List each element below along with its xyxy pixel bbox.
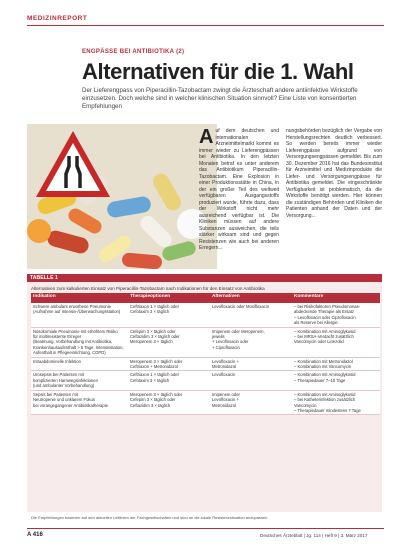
table-cell: [128, 371, 210, 389]
cell-text: – Kombination mit Aminoglykosid: [294, 391, 356, 397]
cell-text: Levofloxacin: [212, 372, 236, 378]
table-header-bar: [27, 274, 382, 282]
top-rule: [27, 25, 384, 26]
cell-text: Meropenem 3 × täglich oder: [130, 391, 183, 397]
road-narrows-sign: [33, 128, 113, 200]
cell-text: Sepsis bei Patienten mit: [33, 391, 78, 397]
pill-shape: [46, 229, 91, 255]
cell-text: – Kombination mit Aminoglykosid: [294, 372, 356, 378]
drop-cap: A: [199, 126, 214, 148]
cell-text: Vancomycin: [294, 402, 317, 408]
pill-shape: [66, 206, 104, 236]
pill-shape: [137, 213, 174, 250]
table-cell: [128, 358, 210, 371]
cell-text: Ceftriaxon 1 × täglich oder: [130, 372, 179, 378]
column-header: Alternativen: [212, 294, 240, 299]
cell-text: Ceftazidim 3 × täglich oder: [130, 334, 180, 340]
table-cell: [128, 328, 210, 357]
table-cell: [210, 358, 292, 371]
table-row: [31, 391, 380, 416]
table-cell: [292, 328, 380, 357]
therapy-table: [31, 293, 380, 415]
cell-text: abdeckende Therapie als Ersatz: [294, 309, 354, 315]
cell-text: als Reserve bei Allergie: [294, 320, 338, 326]
table-cell: [292, 371, 380, 389]
table-cell: [128, 303, 210, 327]
table-cell: [292, 391, 380, 415]
cell-text: (und ambulanter Vorbehandlung): [33, 383, 95, 389]
table-cell: [31, 303, 128, 327]
table-cell: [292, 358, 380, 371]
table-cell: [210, 371, 292, 389]
body-column-1: [199, 128, 279, 252]
cell-text: Cefepim 3 × täglich oder: [130, 397, 176, 403]
cell-text: Meropenem 3 × täglich oder: [130, 358, 183, 364]
pill-shape: [150, 171, 184, 214]
table-row: [31, 328, 380, 358]
cell-text: Vancomycin oder Linezolid: [294, 339, 344, 345]
cell-text: Aufenthalt in Pflegeeinrichtung, COPD): [33, 350, 106, 356]
warning-triangle-icon: [33, 128, 113, 200]
cell-text: Intraabdominelle Infektion: [33, 358, 81, 364]
cell-text: Urosepsis bei Patienten mit: [33, 372, 84, 378]
table-cell: [210, 391, 292, 415]
table-caption: Alternativen zum kalkulierten Einsatz von Piperacillin-Tazobactam nach Indikationen für den Einsatz von Antibiotika: [31, 286, 265, 291]
cell-text: bei vorangegangener Antibiotikatherapie: [33, 402, 108, 408]
table-footnote: Die Empfehlungen basieren auf den aktuellen Leitlinien der Fachgesellschaften und sind an die lokale Resistenzsituation anzupassen.: [31, 515, 269, 520]
cell-text: komplizierten Harnwegsinfektionen: [33, 377, 98, 383]
table-header-row: [31, 293, 380, 303]
cell-text: – bei Risikofaktoren Pseudomonas-: [294, 304, 361, 309]
table-cell: [31, 328, 128, 357]
cell-text: – Kombination mit Vancomycin: [294, 364, 352, 370]
cell-text: – Kombination mit Metronidazol: [294, 358, 353, 364]
table-cell: [292, 303, 380, 327]
bottom-rule: [27, 528, 384, 529]
cell-text: Imipenem oder: [212, 391, 240, 397]
cell-text: Ceftriaxon + Metronidazol: [130, 364, 178, 370]
column-header: Therapieoptionen: [130, 294, 171, 299]
cell-text: Neutropenie und unklarem Fokus: [33, 397, 95, 403]
body-text: uf dem deutschen und internationalen Arzneimittelmarkt kommt es immer wieder zu Lieferengpässen bei Antibiotika. In den letzten Monaten betraf es unter anderem das Antibiotikum Piperacillin-Tazobactam. Eine Explosion in einer Produktionsstätte in China, in der ein großer Teil des weltweit verfügbaren Ausgangsstoffs produziert wurde, führte dazu, dass der Wirkstoff nicht mehr ausreichend verfügbar ist. Die Kliniken müssen auf andere Substanzen ausweichen, die teils stärker wirksam sind und gegen Resistenzen wie auch bei anderen Erregern...: [199, 128, 279, 251]
article-kicker: ENGPÄSSE BEI ANTIBIOTIKA (2): [82, 49, 185, 55]
table-cell: [31, 391, 128, 415]
column-header: Kommentare: [294, 294, 324, 299]
table-body: [31, 303, 380, 415]
cell-text: Schwere ambulant erworbene Pneumonie: [33, 304, 111, 309]
body-column-2: nungsbehörden bezüglich der Vergabe von Herstellungsrechten deutlich verbessert. So werden bereits immer wieder Lieferengpässe aufgrund von Versorgungsengpässen gemeldet. Bis zum 30. Dezember 2016 hat das Bundesinstitut für Arzneimittel und Medizinprodukte die Liefer- und Versorgungsengpässe für Antibiotika gemeldet. Die eingeschränkte Verfügbarkeit ist problematisch, da die Wirkstoffe benötigt werden. Hier können die zuständigen Behörden und Kliniken die Patienten anhand der Daten und der Versorgung...: [286, 128, 382, 219]
column-header: Indikation: [33, 294, 56, 299]
cell-text: Meropenem 3 × täglich: [130, 339, 173, 345]
cell-text: Cefotaxim 3 × täglich: [130, 309, 170, 315]
cell-text: Levofloxacin +: [212, 397, 239, 403]
section-label: MEDIZINREPORT: [27, 15, 88, 22]
page-number: A 416: [27, 532, 43, 538]
cell-text: Cefotaxim 3 × täglich: [130, 377, 170, 383]
table-cell: [210, 303, 292, 327]
table-cell: [31, 358, 128, 371]
cell-text: Ceftazidim 3 × täglich: [130, 402, 171, 408]
cell-text: Metronidazol: [212, 364, 236, 370]
table-cell: [31, 371, 128, 389]
cell-text: Levofloxacin +: [212, 358, 239, 364]
table-row: [31, 358, 380, 372]
cell-text: für multiresistente Erreger: [33, 334, 82, 340]
pill-shape: [121, 252, 162, 269]
cell-text: – Levofloxacin oder Ciprofloxacin: [294, 314, 356, 320]
table-cell: [128, 391, 210, 415]
cell-text: + Ciprofloxacin: [212, 344, 240, 350]
cell-text: + Levofloxacin oder: [212, 339, 249, 345]
cell-text: Levofloxacin oder Moxifloxacin: [212, 304, 270, 309]
cell-text: – Therapiedauer 7–10 Tage: [294, 377, 346, 383]
table-label: TABELLE 1: [30, 275, 58, 281]
cell-text: – bei Katheterinfektion zusätzlich: [294, 397, 356, 403]
cell-text: Imipenem oder Meropenem,: [212, 328, 265, 334]
cell-text: – Kombination mit Aminoglykosid: [294, 328, 356, 334]
article-lede: Der Lieferengpass von Piperacillin-Tazobactam zwingt die Ärzteschaft andere antiinfektive Wirkstoffe einzusetzen. Doch welche sind in welcher klinischen Situation sinnvoll? Eine Liste von konsentierten Empfehlungen: [82, 87, 358, 111]
cell-text: Cefepim 3 × täglich oder: [130, 328, 176, 334]
cell-text: Ceftriaxon 1 × täglich oder: [130, 304, 179, 309]
pill-shape: [27, 219, 51, 243]
cell-text: Metronidazol: [212, 402, 236, 408]
cell-text: (Aufnahme auf Intensiv-/Überwachungsstation): [33, 309, 121, 315]
cell-text: Nosokomiale Pneumonie mit erhöhtem Risiko: [33, 328, 118, 334]
table-cell: [210, 328, 292, 357]
cell-text: jeweils: [212, 334, 225, 340]
cell-text: (Beatmung, Vorbehandlung mit Antibiotika,: [33, 339, 113, 345]
journal-citation: Deutsches Ärzteblatt | Jg. 114 | Heft 9 | 3. März 2017: [260, 533, 368, 538]
table-row: [31, 371, 380, 390]
cell-text: – bei MRSA-Verdacht zusätzlich: [294, 334, 354, 340]
cell-text: Krankenhausaufenthalt > 5 Tage, Intensivstation,: [33, 344, 124, 350]
cell-text: – Therapiedauer mindestens 7 Tage: [294, 407, 361, 413]
top-bar: [0, 0, 407, 27]
article-headline: Alternativen für die 1. Wahl: [82, 59, 354, 84]
table-row: [31, 303, 380, 328]
